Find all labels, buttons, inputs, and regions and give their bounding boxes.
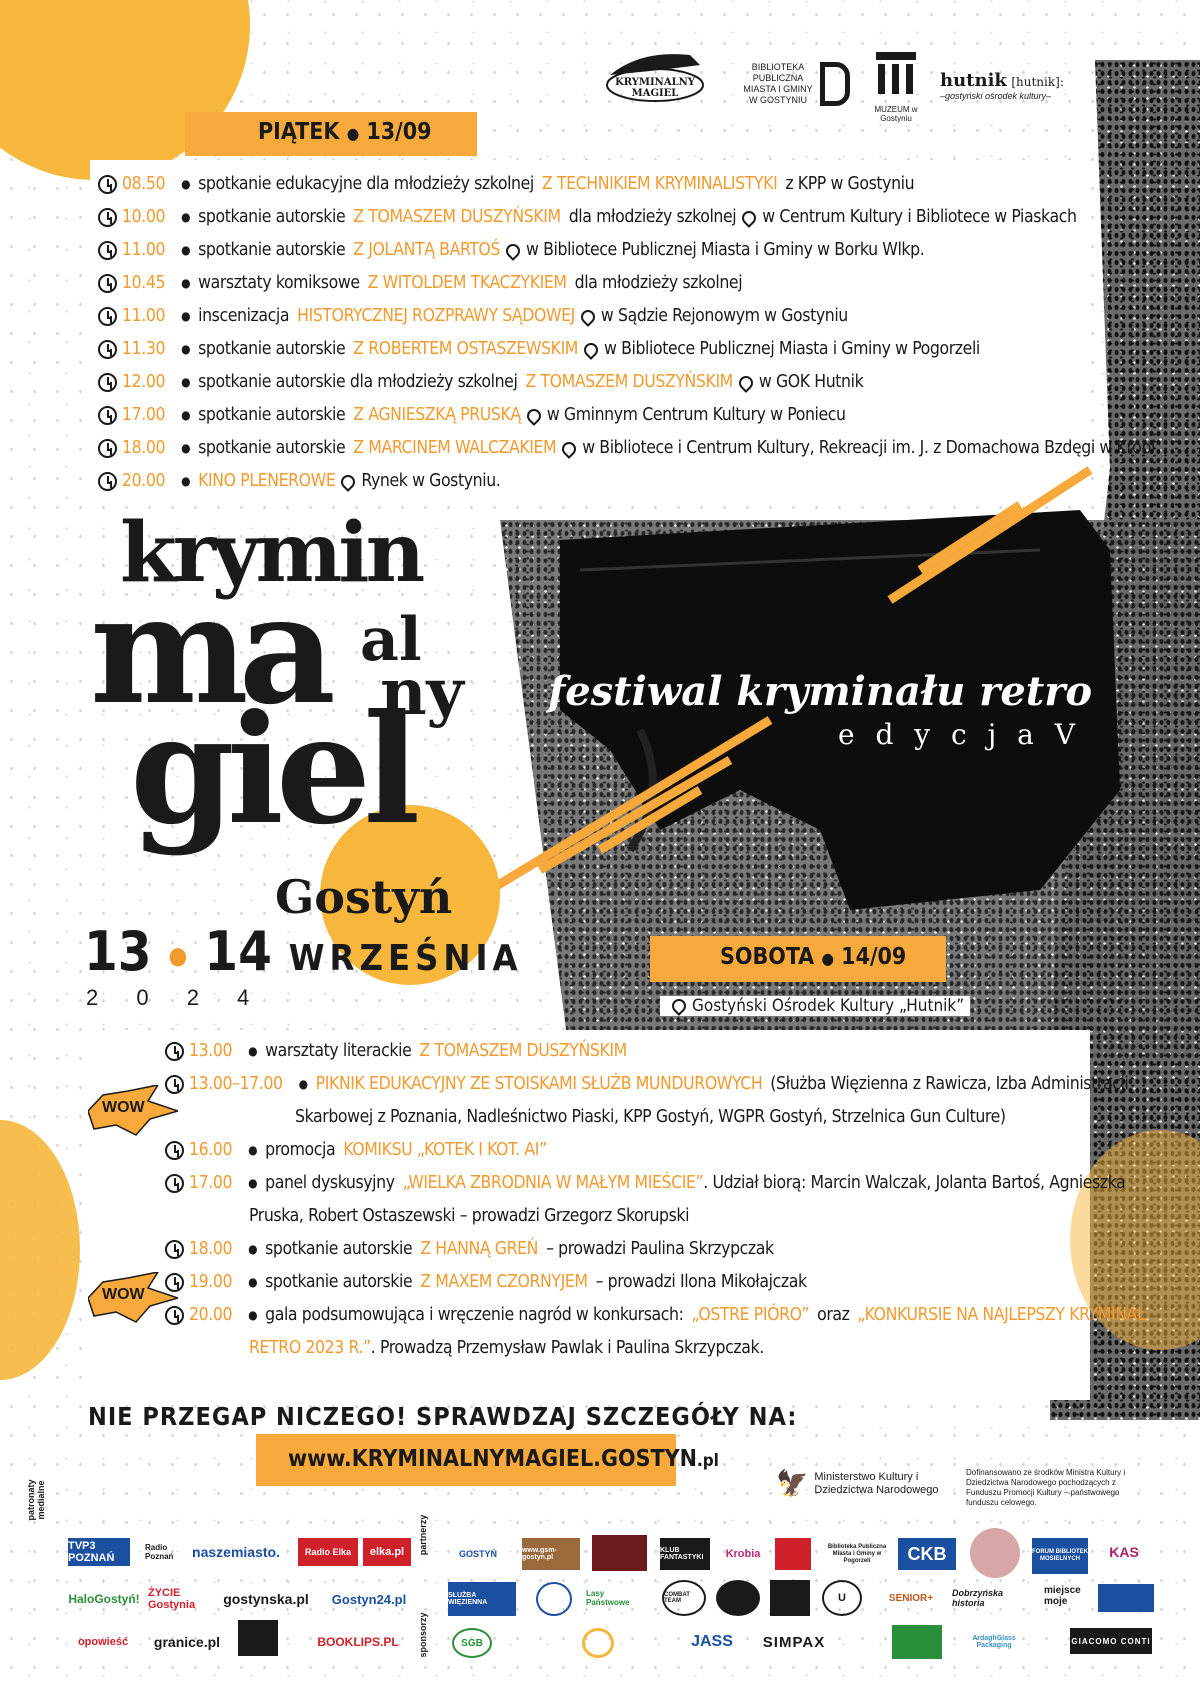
- saturday-header: [720, 944, 906, 970]
- saturday-event-2: [165, 1068, 1128, 1101]
- sponsor-logo-giacomo-conti: GIACOMO CONTI: [1070, 1628, 1152, 1654]
- event-text: – prowadzi Paulina Skrzypczak: [546, 1239, 774, 1259]
- event-text: spotkanie edukacyjne dla młodzieży szkolnej: [198, 174, 534, 194]
- event-time: 17.00: [189, 1173, 233, 1193]
- title-giel: giel: [130, 682, 413, 858]
- clock-icon: [165, 1042, 184, 1061]
- event-highlight: Z TECHNIKIEM KRYMINALISTYKI: [541, 174, 778, 194]
- label-sponsors: sponsorzy: [418, 1612, 428, 1658]
- friday-event-2: [98, 201, 1077, 234]
- url-tld: .pl: [696, 1451, 719, 1471]
- friday-date: 13/09: [366, 119, 432, 145]
- saturday-venue: [660, 996, 970, 1016]
- event-time: 08.50: [122, 174, 166, 194]
- media-logo-halogostyn: HaloGostyń!: [68, 1592, 140, 1606]
- event-text: oraz: [817, 1305, 850, 1325]
- event-highlight: Z TOMASZEM DUSZYŃSKIM: [525, 372, 733, 392]
- clock-icon: [165, 1141, 184, 1160]
- title-block: [90, 505, 510, 925]
- event-highlight: Z TOMASZEM DUSZYŃSKIM: [419, 1041, 627, 1061]
- saturday-event-7-cont: [249, 1332, 764, 1365]
- date-14: 14: [204, 920, 272, 983]
- event-highlight: RETRO 2023 R.”: [249, 1338, 371, 1358]
- event-text: w GOK Hutnik: [758, 372, 864, 392]
- clock-icon: [98, 373, 117, 392]
- partner-logo-gsm: www.gsm-gostyn.pl: [522, 1538, 580, 1570]
- sponsor-logo-jass: JASS: [691, 1633, 733, 1650]
- friday-event-4: [98, 267, 742, 300]
- event-text: promocja: [265, 1140, 336, 1160]
- event-text: spotkanie autorskie: [198, 207, 346, 227]
- partner-logo-forum-bibliotek: FORUM BIBLIOTEK MOSIELNYCH: [1032, 1538, 1088, 1574]
- magiel-logo-text: KRYMINALNY MAGIEL: [615, 77, 695, 99]
- saturday-event-6: [165, 1266, 807, 1299]
- event-text: . Prowadzą Przemysław Pawlak i Paulina Skrzypczak.: [370, 1338, 764, 1358]
- event-text: spotkanie autorskie dla młodzieży szkolnej: [198, 372, 518, 392]
- partner-logo-kas: KAS: [1109, 1544, 1139, 1560]
- date-bullet: ●: [168, 941, 188, 970]
- clock-icon: [98, 208, 117, 227]
- saturday-event-4-cont: [249, 1200, 689, 1233]
- clock-icon: [165, 1075, 184, 1094]
- location-pin-icon: [739, 208, 759, 228]
- event-text: w Bibliotece i Centrum Kultury, Rekreacji im. J. z Domachowa Bzdęgi w Krobi: [582, 438, 1155, 458]
- event-text: w Bibliotece Publicznej Miasta i Gminy w Borku Wlkp.: [526, 240, 925, 260]
- sponsor-logo-green: [892, 1625, 942, 1659]
- sponsor-logo-sgb: SGB: [452, 1628, 492, 1658]
- biblioteka-b-icon: [820, 62, 850, 106]
- saturday-date: 14/09: [841, 944, 907, 970]
- event-text: inscenizacja: [198, 306, 290, 326]
- event-bullet: ●: [181, 177, 191, 191]
- location-pin-icon: [559, 439, 579, 459]
- event-time: 18.00: [122, 438, 166, 458]
- event-text: (Służba Więzienna z Rawicza, Izba Administracji: [770, 1074, 1129, 1094]
- ministry-logo: [776, 1468, 954, 1499]
- partner-logo-biblioteka-pogorzela: Biblioteka Publiczna Miasta i Gminy w Pogorzeli: [827, 1543, 887, 1564]
- clock-icon: [98, 241, 117, 260]
- event-text: spotkanie autorskie: [198, 240, 346, 260]
- saturday-event-2-cont: [295, 1101, 1006, 1134]
- event-highlight: KINO PLENEROWE: [198, 471, 336, 491]
- clock-icon: [98, 274, 117, 293]
- footer-cta: NIE PRZEGAP NICZEGO! SPRAWDZAJ SZCZEGÓŁY NA:: [88, 1402, 798, 1431]
- partner-logo-gostyn: GOSTYŃ: [458, 1549, 497, 1559]
- event-text: spotkanie autorskie: [265, 1239, 413, 1259]
- eagle-icon: 🦅: [776, 1468, 809, 1498]
- event-text: . Udział biorą: Marcin Walczak, Jolanta Bartoś, Agnieszka: [703, 1173, 1126, 1193]
- ministry-text: Ministerstwo Kultury i Dziedzictwa Narodowego: [814, 1470, 939, 1496]
- logo-biblioteka: [738, 62, 848, 106]
- hutnik-name: hutnik: [940, 70, 1007, 91]
- partner-logo-dark-2: [770, 1580, 810, 1616]
- event-time: 18.00: [189, 1239, 233, 1259]
- media-logo-radio-poznan: Radio Poznań: [145, 1543, 174, 1561]
- partner-logo-police: [536, 1582, 572, 1616]
- event-time: 13.00–17.00: [189, 1074, 283, 1094]
- clock-icon: [98, 307, 117, 326]
- muzeum-text: MUZEUM w Gostyniu: [874, 105, 918, 123]
- event-text: gala podsumowująca i wręczenie nagród w konkursach:: [265, 1305, 684, 1325]
- muzeum-icon: [872, 48, 920, 100]
- event-bullet: ●: [248, 1275, 258, 1289]
- friday-event-5: [98, 300, 848, 333]
- media-logo-radio-elka: Radio Elka: [298, 1538, 358, 1566]
- event-time: 13.00: [189, 1041, 233, 1061]
- funding-note: Dofinansowano ze środków Ministra Kultury i Dziedzictwa Narodowego pochodzących z Funduszu Promocji Kultury – państwowego funduszu celowego.: [966, 1468, 1126, 1507]
- sponsor-logo-simpax: SIMPAX: [762, 1633, 826, 1651]
- event-text: warsztaty literackie: [265, 1041, 412, 1061]
- event-highlight: Z HANNĄ GREŃ: [420, 1239, 539, 1259]
- hutnik-sub: –gostyński ośrodek kultury–: [940, 91, 1052, 101]
- partner-logo-red: [592, 1535, 647, 1571]
- location-pin-icon: [669, 996, 689, 1016]
- event-highlight: „OSTRE PIÓRO”: [691, 1305, 810, 1325]
- label-media: patronaty medialne: [26, 1479, 46, 1521]
- title-dates: [84, 920, 523, 983]
- event-bullet: ●: [298, 1077, 308, 1091]
- media-logo-book: [238, 1620, 278, 1656]
- event-time: 11.00: [122, 240, 166, 260]
- sponsor-logo-ardagh: ArdaghGlass Packaging: [972, 1635, 1016, 1649]
- event-text: z KPP w Gostyniu: [785, 174, 915, 194]
- event-text: spotkanie autorskie: [198, 405, 346, 425]
- event-text: Rynek w Gostyniu.: [361, 471, 501, 491]
- wow-text: WOW: [102, 1099, 145, 1116]
- friday-event-10: [98, 465, 500, 498]
- event-highlight: Z MAXEM CZORNYJEM: [420, 1272, 588, 1292]
- partner-logo-mmm: [1098, 1584, 1154, 1612]
- event-text: spotkanie autorskie: [198, 339, 346, 359]
- clock-icon: [165, 1240, 184, 1259]
- clock-icon: [98, 439, 117, 458]
- event-text: w Sądzie Rejonowym w Gostyniu: [600, 306, 848, 326]
- clock-icon: [98, 472, 117, 491]
- media-logo-elka: elka.pl: [363, 1538, 411, 1566]
- event-bullet: ●: [248, 1176, 258, 1190]
- event-text: – prowadzi Ilona Mikołajczak: [595, 1272, 807, 1292]
- date-13: 13: [84, 920, 152, 983]
- event-text: spotkanie autorskie: [265, 1272, 413, 1292]
- event-highlight: PIKNIK EDUKACYJNY ZE STOISKAMI SŁUŻB MUNDUROWYCH: [315, 1074, 763, 1094]
- logo-hutnik: [940, 70, 1080, 101]
- url-main: www.KRYMINALNYMAGIEL.GOSTYN: [288, 1446, 697, 1472]
- friday-event-7: [98, 366, 863, 399]
- partner-logo-lasy: Lasy Państwowe: [586, 1589, 630, 1607]
- media-logo-gostynska: gostynska.pl: [223, 1591, 309, 1607]
- event-highlight: Z TOMASZEM DUSZYŃSKIM: [353, 207, 561, 227]
- partner-logo-klub-fantastyki: KLUB FANTASTYKI: [660, 1538, 710, 1570]
- friday-event-3: [98, 234, 924, 267]
- location-pin-icon: [736, 373, 756, 393]
- clock-icon: [98, 175, 117, 194]
- location-pin-icon: [578, 307, 598, 327]
- saturday-event-4: [165, 1167, 1125, 1200]
- event-time: 11.30: [122, 339, 166, 359]
- media-logo-gostyn24: Gostyn24.pl: [331, 1591, 407, 1607]
- footer-url[interactable]: [288, 1446, 719, 1472]
- title-ma: ma: [90, 562, 326, 738]
- header-bullet: ●: [821, 949, 834, 968]
- media-logo-zycie-gostynia: ŻYCIE Gostynia: [148, 1587, 196, 1611]
- media-logo-booklips: BOOKLIPS.PL: [317, 1635, 399, 1649]
- event-highlight: Z AGNIESZKĄ PRUSKĄ: [353, 405, 521, 425]
- event-bullet: ●: [248, 1242, 258, 1256]
- sponsor-logo-circle: [582, 1628, 614, 1658]
- event-bullet: ●: [248, 1044, 258, 1058]
- event-time: 11.00: [122, 306, 166, 326]
- event-text: w Gminnym Centrum Kultury w Poniecu: [546, 405, 846, 425]
- event-bullet: ●: [248, 1308, 258, 1322]
- event-highlight: „WIELKA ZBRODNIA W MAŁYM MIEŚCIE”: [402, 1173, 704, 1193]
- saturday-venue-text: Gostyński Ośrodek Kultury „Hutnik”: [692, 996, 965, 1016]
- partner-logo-u: U: [822, 1580, 862, 1616]
- media-logo-opowiesc: opowieść: [77, 1636, 129, 1648]
- location-pin-icon: [503, 241, 523, 261]
- partner-logo-emblem: [970, 1528, 1020, 1578]
- title-al: al: [360, 605, 422, 675]
- title-ny: ny: [380, 655, 464, 730]
- biblioteka-logo-text: BIBLIOTEKA PUBLICZNA MIASTA I GMINY W GOSTYNIU: [743, 62, 813, 105]
- event-time: 16.00: [189, 1140, 233, 1160]
- friday-event-6: [98, 333, 980, 366]
- event-text: Skarbowej z Poznania, Nadleśnictwo Piaski, KPP Gostyń, WGPR Gostyń, Strzelnica Gun Culture): [295, 1107, 1006, 1127]
- sponsor-logo-bank-text: [498, 1628, 582, 1656]
- event-text: warsztaty komiksowe: [198, 273, 360, 293]
- saturday-day-label: SOBOTA: [720, 944, 815, 970]
- partner-logo-sluzba-wiezienna: SŁUŻBA WIĘZIENNA: [448, 1582, 516, 1616]
- event-text: dla młodzieży szkolnej: [574, 273, 743, 293]
- event-time: 17.00: [122, 405, 166, 425]
- event-text: Pruska, Robert Ostaszewski – prowadzi Grzegorz Skorupski: [249, 1206, 690, 1226]
- event-highlight: Z WITOLDEM TKACZYKIEM: [367, 273, 567, 293]
- media-logo-naszemiasto: naszemiasto.: [192, 1544, 280, 1560]
- event-highlight: KOMIKSU „KOTEK I KOT. AI”: [343, 1140, 547, 1160]
- date-month: WRZEŚNIA: [288, 938, 523, 979]
- media-logo-tvp3: TVP3 POZNAŃ: [68, 1538, 130, 1566]
- event-time: 20.00: [189, 1305, 233, 1325]
- header-bullet: ●: [346, 124, 360, 143]
- clock-icon: [98, 340, 117, 359]
- saturday-event-1: [165, 1035, 627, 1068]
- event-time: 10.45: [122, 273, 166, 293]
- friday-event-1: [98, 168, 914, 201]
- event-text: panel dyskusyjny: [265, 1173, 395, 1193]
- event-bullet: ●: [181, 276, 191, 290]
- saturday-event-7: [165, 1299, 1145, 1332]
- event-highlight: Z JOLANTĄ BARTOŚ: [353, 240, 501, 260]
- friday-event-9: [98, 432, 1155, 465]
- saturday-event-5: [165, 1233, 774, 1266]
- event-bullet: ●: [181, 408, 191, 422]
- location-pin-icon: [338, 472, 358, 492]
- festival-name: festiwal kryminału retro: [548, 668, 1093, 715]
- title-year: 2 0 2 4: [86, 985, 266, 1010]
- event-highlight: HISTORYCZNEJ ROZPRAWY SĄDOWEJ: [297, 306, 575, 326]
- wow-text: WOW: [102, 1286, 145, 1303]
- event-time: 12.00: [122, 372, 166, 392]
- clock-icon: [165, 1174, 184, 1193]
- event-highlight: Z ROBERTEM OSTASZEWSKIM: [353, 339, 578, 359]
- location-pin-icon: [581, 340, 601, 360]
- event-text: w Centrum Kultury i Bibliotece w Piaskach: [762, 207, 1077, 227]
- media-logo-granice: granice.pl: [153, 1634, 221, 1650]
- event-time: 20.00: [122, 471, 166, 491]
- friday-day-label: PIĄTEK: [258, 119, 340, 145]
- event-bullet: ●: [181, 243, 191, 257]
- partner-logo-senior: SENIOR+: [888, 1592, 934, 1604]
- partner-logo-miejsce-moje: miejsce moje: [1044, 1585, 1081, 1607]
- saturday-event-3: [165, 1134, 547, 1167]
- event-bullet: ●: [181, 375, 191, 389]
- event-bullet: ●: [181, 309, 191, 323]
- event-bullet: ●: [181, 342, 191, 356]
- partner-logo-dark-1: [716, 1580, 760, 1616]
- friday-header: [258, 119, 432, 145]
- hutnik-phonetic: [hutnik]:: [1011, 75, 1064, 89]
- event-highlight: Z MARCINEM WALCZAKIEM: [353, 438, 557, 458]
- event-bullet: ●: [181, 210, 191, 224]
- partner-logo-krobia: Krobia: [725, 1548, 761, 1560]
- logo-kryminalny-magiel: [600, 45, 710, 105]
- label-partners: partnerzy: [418, 1514, 428, 1556]
- event-time: 10.00: [122, 207, 166, 227]
- partner-logo-house: [775, 1538, 811, 1570]
- location-pin-icon: [524, 406, 544, 426]
- partner-logo-combat-team: COMBAT TEAM: [662, 1580, 706, 1616]
- event-bullet: ●: [248, 1143, 258, 1157]
- partner-logo-dobrzynska: Dobrzyńska historia: [952, 1588, 1004, 1608]
- orange-slashes-upper: [880, 460, 1100, 610]
- event-text: spotkanie autorskie: [198, 438, 346, 458]
- orange-slashes-lower: [480, 700, 780, 900]
- title-krymin: krymin: [120, 505, 422, 601]
- partner-logo-ckb: CKB: [898, 1538, 956, 1570]
- event-bullet: ●: [181, 474, 191, 488]
- festival-edition: e d y c j a V: [838, 718, 1081, 751]
- title-gostyn: Gostyń: [275, 870, 453, 924]
- event-time: 19.00: [189, 1272, 233, 1292]
- clock-icon: [98, 406, 117, 425]
- event-text: w Bibliotece Publicznej Miasta i Gminy w Pogorzeli: [604, 339, 980, 359]
- event-text: dla młodzieży szkolnej: [568, 207, 737, 227]
- clock-icon: [165, 1273, 184, 1292]
- logo-muzeum: [872, 48, 920, 123]
- friday-event-8: [98, 399, 846, 432]
- event-bullet: ●: [181, 441, 191, 455]
- clock-icon: [165, 1306, 184, 1325]
- event-highlight: „KONKURSIE NA NAJLEPSZY KRYMINAŁ: [857, 1305, 1146, 1325]
